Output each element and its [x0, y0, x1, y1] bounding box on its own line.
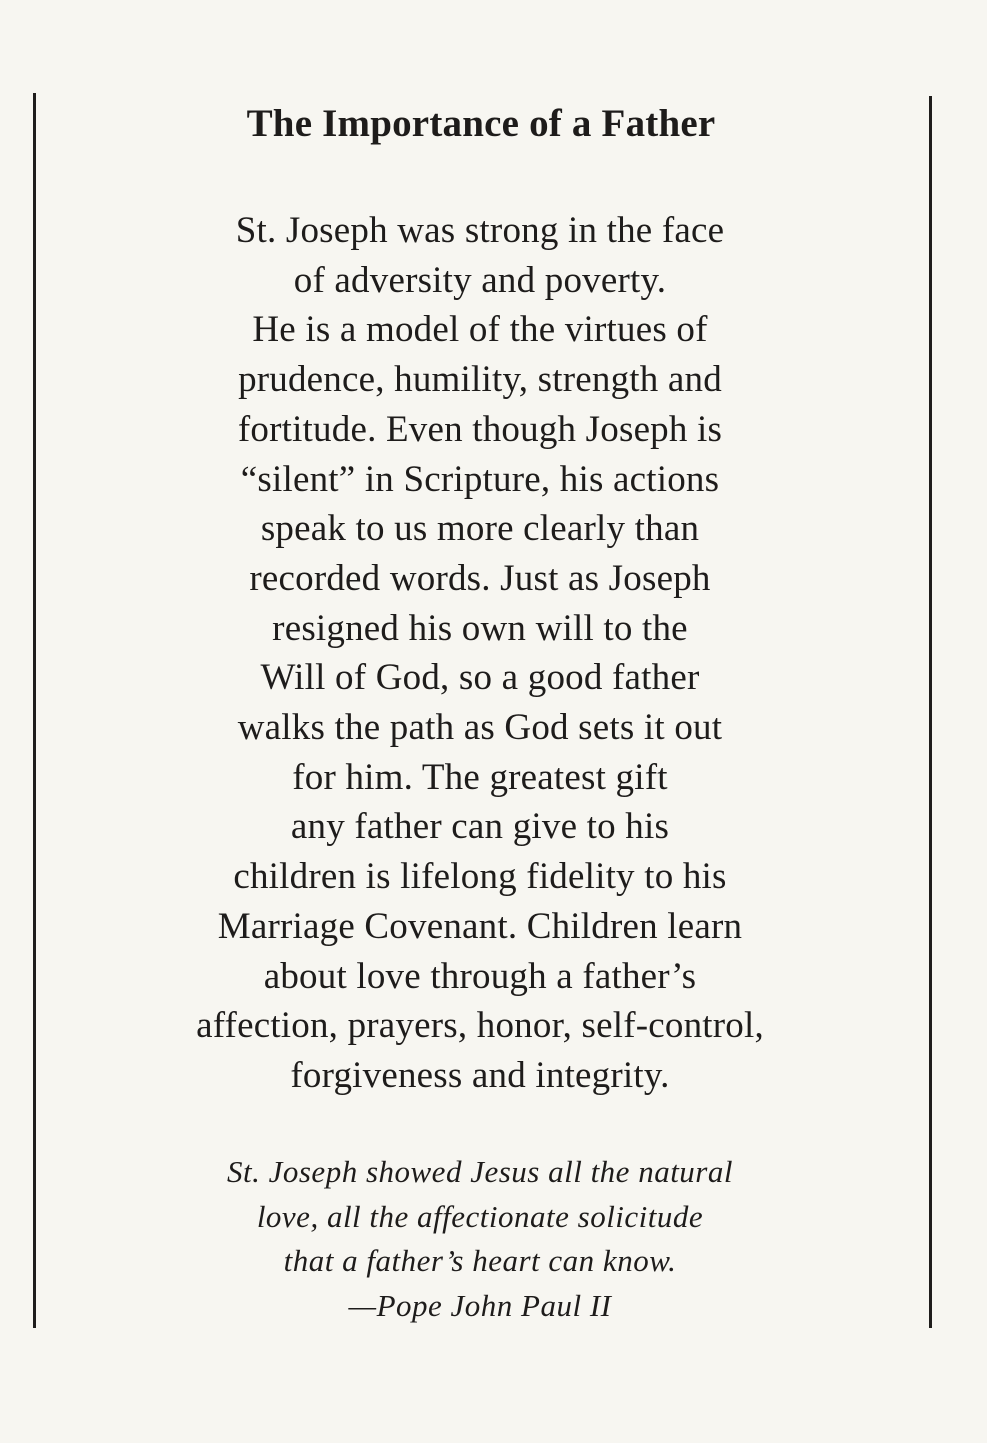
- body-line: Will of God, so a good father: [260, 657, 700, 699]
- body-line: for him. The greatest gift: [292, 756, 668, 798]
- body-line: walks the path as God sets it out: [237, 707, 723, 749]
- body-line: forgiveness and integrity.: [290, 1054, 670, 1096]
- page-title: The Importance of a Father: [246, 102, 716, 145]
- body-line: He is a model of the virtues of: [252, 309, 708, 351]
- quote-line: St. Joseph showed Jesus all the natural: [227, 1154, 733, 1189]
- body-line: speak to us more clearly than: [260, 508, 700, 550]
- body-line: of adversity and poverty.: [293, 259, 667, 301]
- body-line: resigned his own will to the: [272, 607, 688, 649]
- body-line: fortitude. Even though Joseph is: [237, 408, 723, 450]
- body-line: “silent” in Scripture, his actions: [240, 458, 720, 500]
- quote-line: that a father’s heart can know.: [283, 1243, 677, 1278]
- quote-block: [0, 1150, 960, 1328]
- body-line: affection, prayers, honor, self-control,: [196, 1005, 764, 1047]
- body-line: children is lifelong fidelity to his: [233, 856, 727, 898]
- quote-line: love, all the affectionate solicitude: [256, 1198, 704, 1234]
- body-line: recorded words. Just as Joseph: [249, 557, 711, 599]
- body-paragraph: [0, 206, 960, 1101]
- body-line: St. Joseph was strong in the face: [235, 210, 725, 251]
- quote-attribution: —Pope John Paul II: [348, 1287, 612, 1323]
- body-line: prudence, humility, strength and: [238, 359, 722, 401]
- body-line: Marriage Covenant. Children learn: [217, 905, 743, 947]
- body-line: about love through a father’s: [263, 955, 697, 997]
- body-line: any father can give to his: [290, 806, 670, 848]
